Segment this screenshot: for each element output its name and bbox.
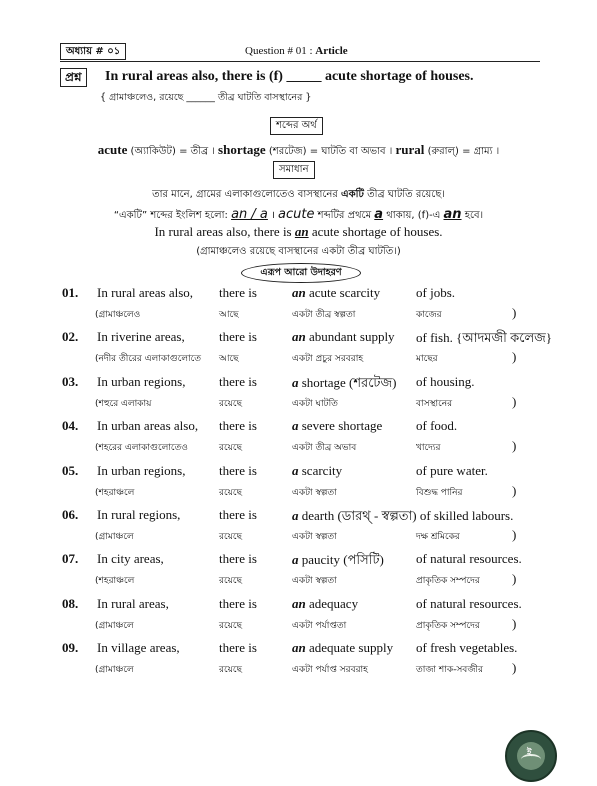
- example-object: of natural resources.: [416, 551, 522, 567]
- example-noun-phrase: [292, 596, 358, 612]
- answer-an: an: [443, 207, 462, 222]
- example-phrase-text: scarcity: [298, 462, 343, 478]
- solution-line-1: [0, 187, 597, 204]
- example-object: of jobs.: [416, 285, 455, 300]
- example-translation-object: খাদ্যের: [416, 443, 441, 454]
- example-translation-object: কাজের: [416, 310, 442, 320]
- example-translation-place: (গ্রামাঞ্চলেও: [95, 310, 141, 320]
- question-tag: প্রশ্ন: [60, 68, 87, 87]
- answer-article: an: [294, 224, 309, 239]
- example-noun-phrase: [292, 418, 382, 434]
- example-place: In rural regions,: [97, 507, 181, 522]
- example-number: 02.: [62, 329, 79, 345]
- example-translation-verb: রয়েছে: [219, 398, 242, 409]
- example-object: of pure water.: [416, 462, 488, 478]
- example-close-paren: ): [512, 527, 517, 542]
- word-rural: rural: [395, 142, 425, 157]
- example-translation-verb: রয়েছে: [219, 443, 242, 454]
- example-article: a: [292, 462, 299, 478]
- example-translation-place: (শহুরে এলাকায়: [95, 398, 152, 409]
- example-place: In rural areas also,: [97, 285, 194, 300]
- solution-text: ।: [267, 210, 279, 221]
- example-close-paren: ): [512, 305, 517, 320]
- example-number: 09.: [62, 640, 79, 656]
- solution-text: “একটি” শব্দের ইংলিশ হলো:: [113, 210, 232, 221]
- example-noun-phrase: [292, 329, 395, 345]
- example-verb: there is: [219, 285, 257, 300]
- example-close-paren: ): [512, 349, 517, 365]
- example-translation-object: মাছের: [416, 354, 438, 365]
- example-noun-phrase: [292, 551, 384, 572]
- example-article: a: [292, 418, 299, 434]
- example-close-paren: ): [512, 660, 517, 676]
- question-text: In rural areas also, there is (f) _____ acute shortage of houses.: [105, 69, 474, 84]
- word-rural-meaning: (রুরাল্) = গ্রাম্য ।: [424, 146, 500, 157]
- question-topic: Article: [315, 45, 348, 57]
- logo-glyph: ই: [527, 748, 532, 758]
- example-article: an: [292, 329, 306, 345]
- solution-text: শব্দটির প্রথমে: [314, 210, 375, 221]
- example-verb: there is: [219, 551, 257, 567]
- example-translation-object: তাজা শাক-সবজীর: [416, 665, 483, 676]
- example-translation-place: (গ্রামাঞ্চলে: [95, 620, 134, 631]
- example-phrase-text: shortage (শরটেজ): [298, 374, 397, 390]
- example-article: a: [292, 552, 299, 568]
- example-number: 07.: [62, 551, 79, 567]
- example-verb: there is: [219, 373, 257, 389]
- word-meaning-line: [0, 142, 597, 161]
- example-translation-phrase: একটা প্রচুর সরবরাহ: [292, 354, 364, 365]
- solution-text: থাকায়, (f)-এ: [383, 210, 444, 221]
- example-object: of natural resources.: [416, 595, 522, 611]
- example-phrase-text: abundant supply: [305, 329, 395, 345]
- article-options: an / a: [231, 207, 268, 222]
- example-object: of fresh vegetables.: [416, 640, 518, 656]
- example-translation-place: (শহরের এলাকাগুলোতেও: [95, 443, 188, 454]
- word-shortage-meaning: (শরটেজ) = ঘাটতি বা অভাব ।: [265, 146, 396, 157]
- publisher-logo: [505, 730, 557, 782]
- example-translation-place: (গ্রামাঞ্চলে: [95, 532, 134, 542]
- example-close-paren: ): [512, 571, 517, 587]
- example-translation-phrase: একটা তীব্র স্বল্পতা: [292, 310, 356, 320]
- example-verb: there is: [219, 507, 257, 522]
- example-verb: there is: [219, 462, 257, 478]
- example-translation-verb: রয়েছে: [219, 620, 242, 631]
- example-object: of housing.: [416, 373, 475, 389]
- example-translation-place: (নদীর তীরের এলাকাগুলোতে: [95, 354, 202, 365]
- word-acute-ref: acute: [278, 207, 315, 222]
- example-noun-phrase: [292, 285, 380, 301]
- answer-sentence: In rural areas also, there is: [154, 224, 295, 239]
- example-number: 06.: [62, 507, 79, 522]
- chapter-label: অধ্যায় # ০১: [60, 43, 126, 60]
- solution-label: সমাধান: [273, 161, 315, 179]
- question-translation: { গ্রামাঞ্চলেও, রয়েছে ______ তীব্র ঘাটতি বাসস্থানের }: [100, 92, 312, 103]
- word-meaning-label: শব্দের অর্থ: [270, 117, 323, 135]
- example-translation-verb: রয়েছে: [219, 576, 242, 587]
- example-article: an: [292, 595, 306, 611]
- example-close-paren: ): [512, 615, 517, 631]
- example-number: 05.: [62, 462, 79, 478]
- question-prefix: Question # 01 :: [245, 45, 316, 57]
- example-place: In village areas,: [97, 640, 180, 656]
- example-article: a: [292, 508, 299, 523]
- example-object: of fish. {আদমজী কলেজ}: [416, 330, 553, 346]
- example-place: In city areas,: [97, 551, 164, 567]
- example-close-paren: ): [512, 482, 517, 498]
- word-acute: acute: [97, 142, 128, 157]
- example-phrase-text: paucity (পসিটি): [298, 552, 384, 568]
- example-translation-verb: রয়েছে: [219, 665, 242, 676]
- example-translation-place: (গ্রামাঞ্চলে: [95, 665, 134, 676]
- example-article: an: [292, 285, 306, 300]
- example-article: a: [292, 374, 299, 390]
- example-number: 01.: [62, 285, 79, 300]
- example-phrase-text: severe shortage: [298, 418, 383, 434]
- example-place: In urban regions,: [97, 373, 186, 389]
- example-translation-place: (শহরাঞ্চলে: [95, 576, 135, 587]
- example-phrase-text: dearth (ডারথ্ - স্বল্পতা) of skilled labours.: [298, 508, 514, 523]
- example-verb: there is: [219, 640, 257, 656]
- example-verb: there is: [219, 329, 257, 345]
- example-noun-phrase: [292, 463, 342, 479]
- example-translation-phrase: একটা পর্যাপ্ততা: [292, 620, 347, 631]
- example-verb: there is: [219, 595, 257, 611]
- example-number: 04.: [62, 418, 79, 434]
- example-number: 03.: [62, 373, 79, 389]
- example-phrase-text: adequate supply: [305, 640, 394, 656]
- example-translation-phrase: একটা স্বল্পতা: [292, 576, 337, 587]
- example-translation-verb: রয়েছে: [219, 487, 242, 498]
- example-noun-phrase: [292, 640, 393, 656]
- solution-emphasis: একটি: [341, 189, 364, 200]
- example-place: In urban areas also,: [97, 418, 199, 434]
- example-phrase-text: acute scarcity: [305, 285, 381, 300]
- letter-a: a: [374, 207, 384, 222]
- example-translation-place: (শহরাঞ্চলে: [95, 487, 135, 498]
- example-translation-object: প্রাকৃতিক সম্পদের: [416, 576, 480, 587]
- example-close-paren: ): [512, 438, 517, 454]
- solution-line-3: [0, 224, 597, 240]
- example-translation-verb: আছে: [219, 354, 239, 365]
- example-place: In rural areas,: [97, 595, 169, 611]
- example-verb: there is: [219, 418, 257, 434]
- example-translation-verb: রয়েছে: [219, 532, 242, 542]
- example-translation-phrase: একটা ঘাটতি: [292, 398, 338, 409]
- solution-line-4: (গ্রামাঞ্চলেও রয়েছে বাসস্থানের একটা তীব্র ঘাটতি।): [196, 246, 401, 257]
- example-place: In urban regions,: [97, 462, 186, 478]
- example-translation-phrase: একটা পর্যাপ্ত সরবরাহ: [292, 665, 368, 676]
- example-translation-verb: আছে: [219, 310, 239, 320]
- example-number: 08.: [62, 595, 79, 611]
- question-title: [245, 45, 348, 57]
- solution-line-2: [0, 207, 597, 225]
- example-translation-phrase: একটা স্বল্পতা: [292, 487, 337, 498]
- page-header: [60, 43, 540, 62]
- solution-text: তীব্র ঘাটতি রয়েছে।: [363, 189, 445, 200]
- example-close-paren: ): [512, 393, 517, 409]
- solution-text: হবে।: [461, 210, 484, 221]
- example-translation-object: প্রাকৃতিক সম্পদের: [416, 620, 480, 631]
- example-translation-object: দক্ষ শ্রমিকের: [416, 532, 460, 542]
- example-phrase-text: adequacy: [305, 595, 359, 611]
- example-object: of food.: [416, 418, 458, 434]
- example-place: In riverine areas,: [97, 329, 185, 345]
- example-translation-object: বাসস্থানের: [416, 398, 453, 409]
- word-shortage: shortage: [218, 142, 266, 157]
- answer-sentence: acute shortage of houses.: [308, 224, 443, 239]
- example-translation-object: বিশুদ্ধ পানির: [416, 487, 463, 498]
- examples-label: এরূপ আরো উদাহরণ: [241, 263, 361, 283]
- word-acute-meaning: (অ্যাকিউট) = তীব্র ।: [127, 146, 219, 157]
- example-translation-phrase: একটা তীব্র অভাব: [292, 443, 357, 454]
- example-noun-phrase: [292, 507, 513, 528]
- solution-text: তার মানে, গ্রামের এলাকাগুলোতেও বাসস্থানের: [152, 189, 342, 200]
- example-translation-phrase: একটা স্বল্পতা: [292, 532, 337, 542]
- example-noun-phrase: [292, 374, 396, 395]
- example-article: an: [292, 640, 306, 656]
